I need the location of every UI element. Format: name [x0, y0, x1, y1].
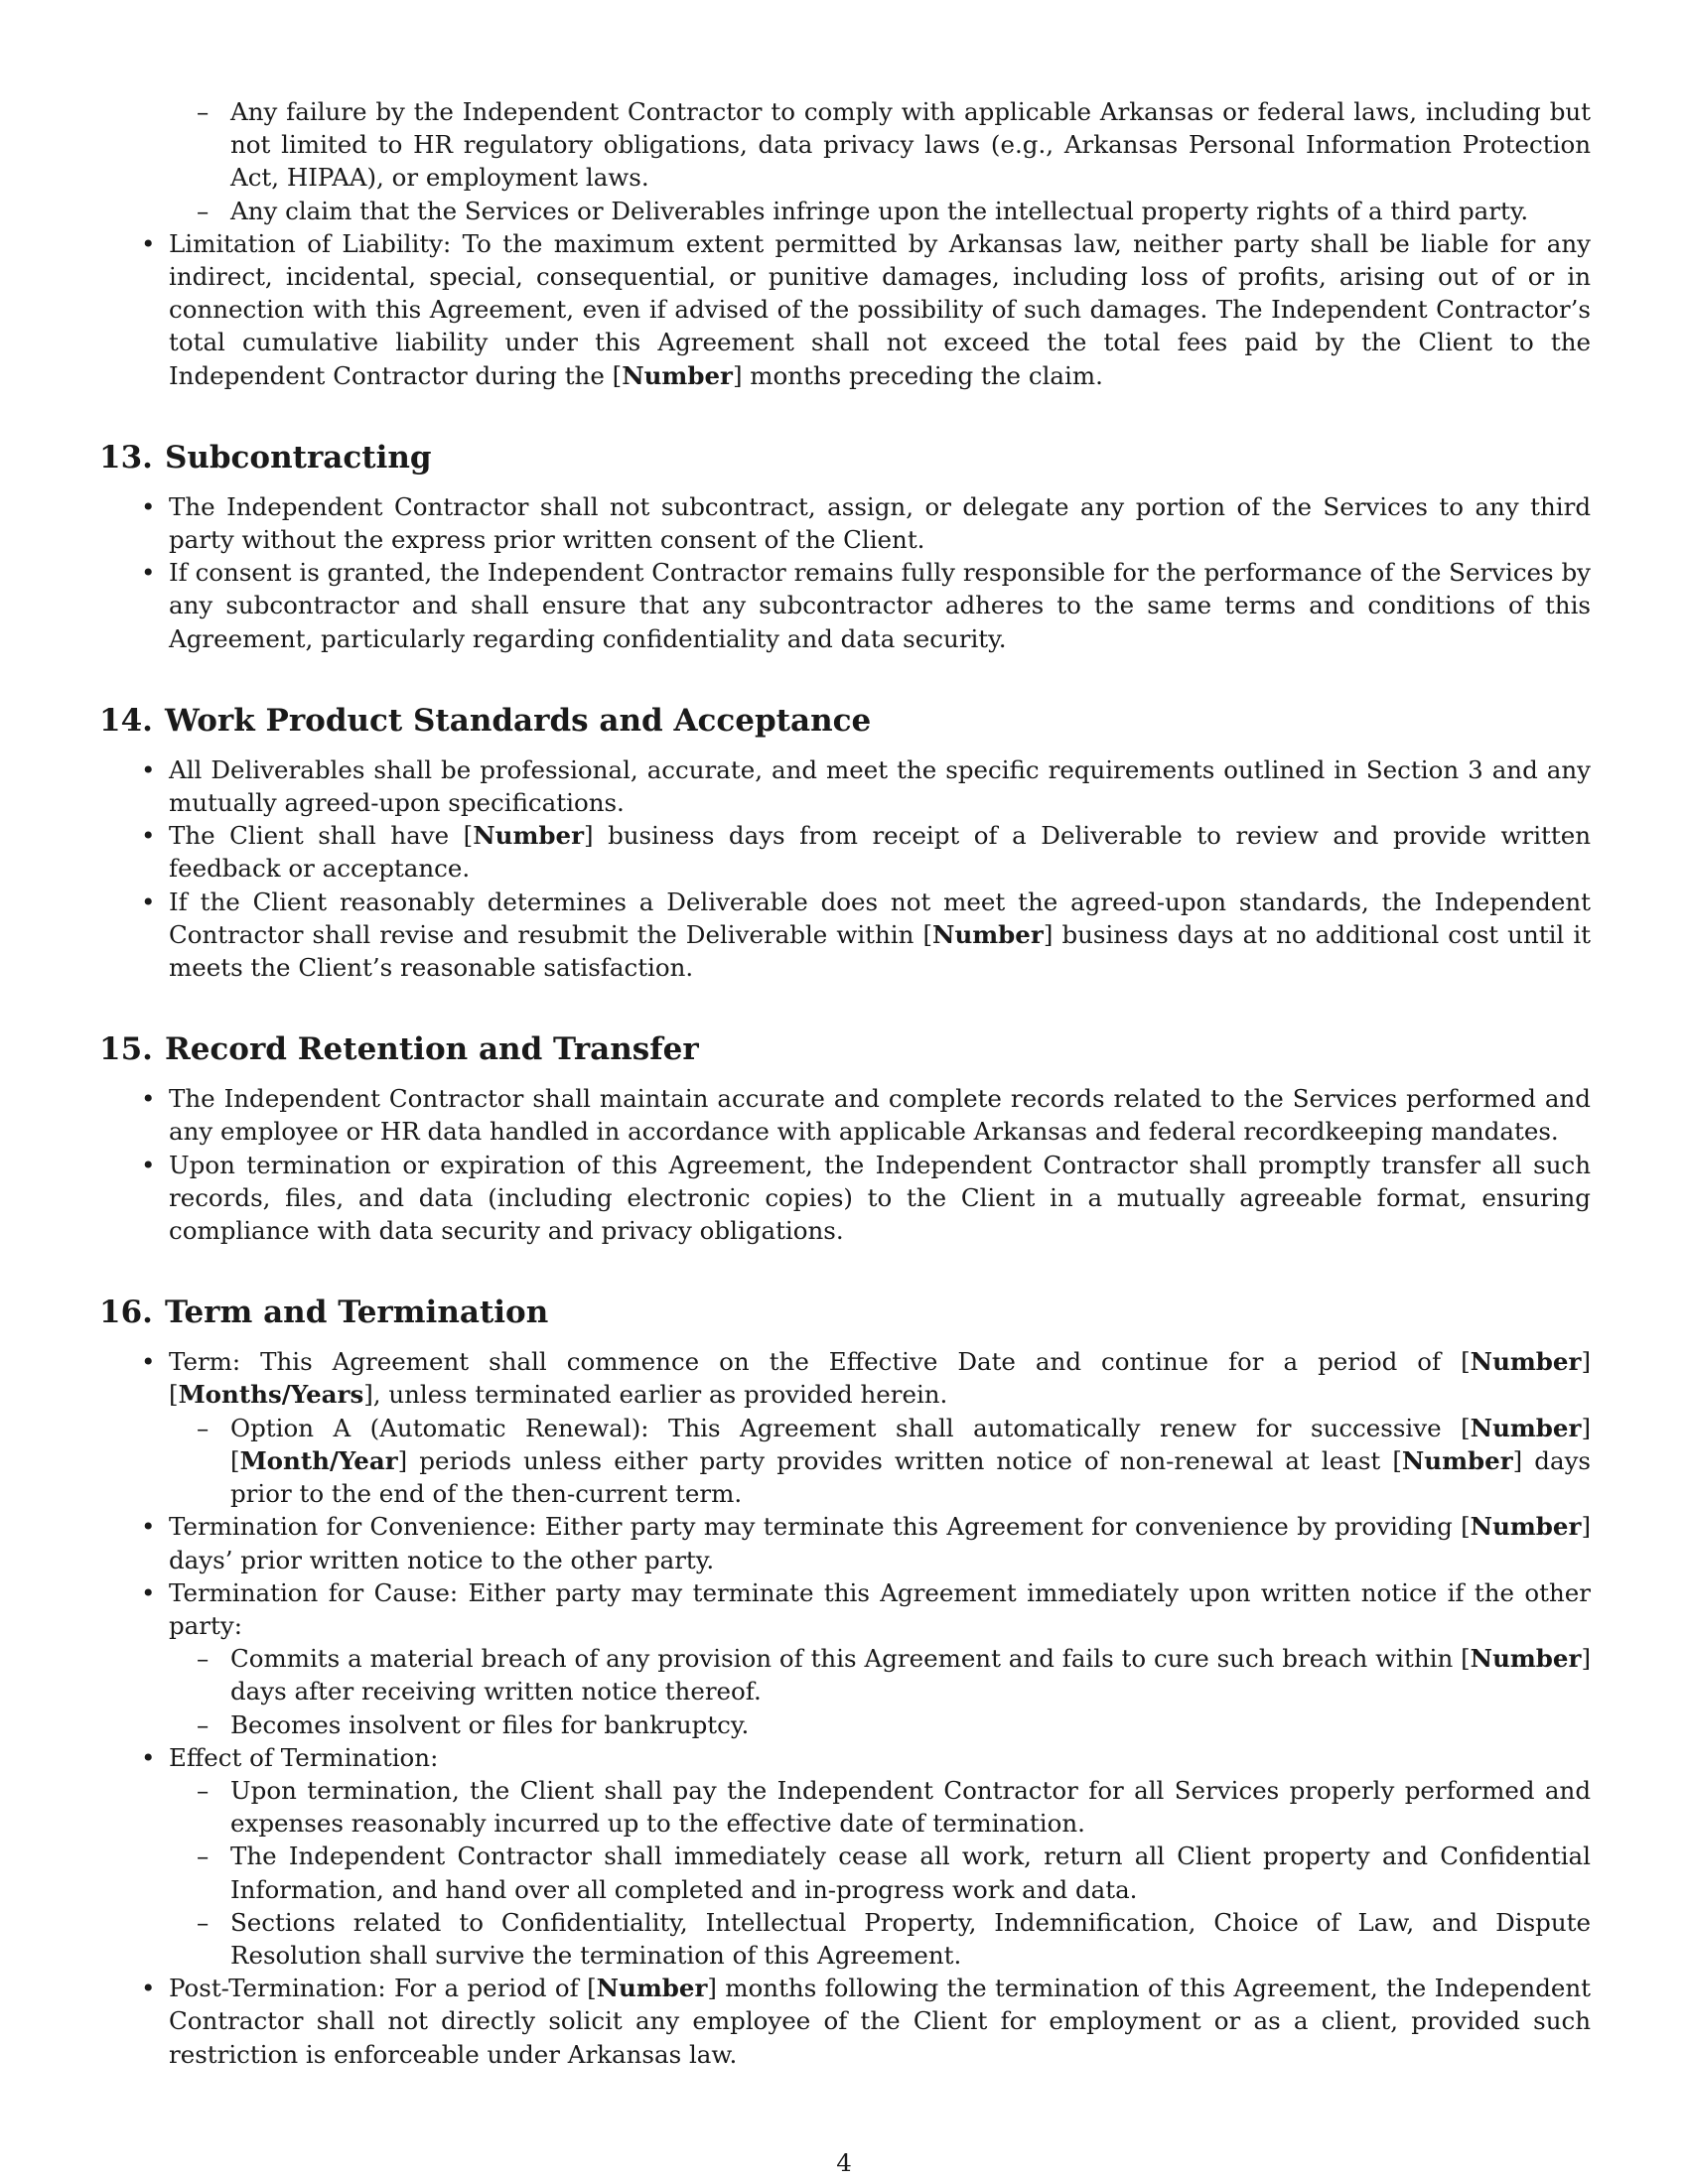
limitation-list [99, 227, 1591, 392]
placeholder: Number [1470, 1512, 1582, 1542]
list-item: – Sections related to Confidentiality, Intellectual Property, Indemnification, Choice of Law, and Dispute Resolution shall survive the termination of this Agreement. [169, 1906, 1591, 1972]
list-item: – The Independent Contractor shall immediately cease all work, return all Client property and Confidential Information, and hand over all completed and in-progress work and data. [169, 1840, 1591, 1905]
list-item: • The Independent Contractor shall not subcontract, assign, or delegate any portion of the Services to any third party without the express prior written consent of the Client. [99, 490, 1591, 556]
placeholder: Number [932, 919, 1044, 949]
section-heading-14: 14. Work Product Standards and Acceptance [99, 702, 872, 739]
limitation-of-liability: • Limitation of Liability: To the maximum extent permitted by Arkansas law, neither party shall be liable for any indirect, incidental, special, consequential, or punitive damages, including loss of profits, arising out of or in connection with this Agreement, even if advised of the possibility of such damages. The Independent Contractor’s total cumulative liability under this Agreement shall not exceed the total fees paid by the Client to the Independent Contractor during the [Number] months preceding the claim. [99, 227, 1591, 392]
page-number: 4 [836, 2148, 852, 2177]
list-item: • Termination for Convenience: Either party may terminate this Agreement for convenience by providing [Number] days’ prior written notice to the other party. [99, 1510, 1591, 1575]
list-item: – Upon termination, the Client shall pay the Independent Contractor for all Services properly performed and expenses reasonably incurred up to the effective date of termination. [169, 1774, 1591, 1840]
list-item: • Term: This Agreement shall commence on the Effective Date and continue for a period of [Number] [Months/Years], unless terminated earlier as provided herein. – Option A (Automatic Renewal): This Agreement shall automatically renew for successive [Number] [Month/Year] periods unless either party provides written notice of non-renewal at least [Number] days prior to the end of the then-current term. [99, 1345, 1591, 1510]
placeholder: Month/Year [239, 1445, 398, 1475]
list-item: – Any claim that the Services or Deliverables infringe upon the intellectual property rights of a third party. [169, 195, 1591, 227]
list-item: – Commits a material breach of any provision of this Agreement and fails to cure such breach within [Number] days after receiving written notice thereof. [169, 1642, 1591, 1707]
effect-sublist [169, 1774, 1591, 1972]
placeholder: Number [1470, 1644, 1582, 1674]
list-item: • The Client shall have [Number] business days from receipt of a Deliverable to review and provide written feedback or acceptance. [99, 819, 1591, 885]
placeholder: Number [1470, 1347, 1582, 1377]
placeholder: Number [1401, 1445, 1513, 1475]
list-item: • Termination for Cause: Either party may terminate this Agreement immediately upon written notice if the other party: – Commits a material breach of any provision of this Agreement and fails to cure such breach within [Number] days after receiving written notice thereof. – Becomes insolvent or files for bankruptcy. [99, 1576, 1591, 1741]
list-item: • If consent is granted, the Independent Contractor remains fully responsible for the performance of the Services by any subcontractor and shall ensure that any subcontractor adheres to the same terms and conditions of this Agreement, particularly regarding confidentiality and data security. [99, 556, 1591, 655]
placeholder: Number [622, 360, 733, 390]
list-item: • If the Client reasonably determines a Deliverable does not meet the agreed-upon standards, the Independent Contractor shall revise and resubmit the Deliverable within [Number] business days at no additional cost until it meets the Client’s reasonable satisfaction. [99, 886, 1591, 985]
section-14-list [99, 753, 1591, 984]
section-heading-16: 16. Term and Termination [99, 1295, 549, 1331]
section-15-list [99, 1082, 1591, 1247]
placeholder: Number [473, 821, 584, 851]
list-item: – Any failure by the Independent Contractor to comply with applicable Arkansas or federal laws, including but not limited to HR regulatory obligations, data privacy laws (e.g., Arkansas Personal Information Protection Act, HIPAA), or employment laws. [169, 95, 1591, 195]
list-item: • All Deliverables shall be professional, accurate, and meet the specific requirements outlined in Section 3 and any mutually agreed-upon specifications. [99, 753, 1591, 819]
section-16-list [99, 1345, 1591, 2070]
cause-sublist [169, 1642, 1591, 1741]
document-page [99, 95, 1591, 2071]
list-item: • Upon termination or expiration of this Agreement, the Independent Contractor shall promptly transfer all such records, files, and data (including electronic copies) to the Client in a mutually agreeable format, ensuring compliance with data security and privacy obligations. [99, 1149, 1591, 1248]
list-item: • Post-Termination: For a period of [Number] months following the termination of this Agreement, the Independent Contractor shall not directly solicit any employee of the Client for employment or as a client, provided such restriction is enforceable under Arkansas law. [99, 1972, 1591, 2071]
section-heading-15: 15. Record Retention and Transfer [99, 1031, 699, 1068]
placeholder: Number [1470, 1413, 1582, 1442]
term-sublist [169, 1412, 1591, 1511]
list-item: – Option A (Automatic Renewal): This Agreement shall automatically renew for successive [Number] [Month/Year] periods unless either party provides written notice of non-renewal at least [Number] days prior to the end of the then-current term. [169, 1412, 1591, 1511]
list-item: • Effect of Termination: – Upon termination, the Client shall pay the Independent Contractor for all Services properly performed and expenses reasonably incurred up to the effective date of termination. – The Independent Contractor shall immediately cease all work, return all Client property and Confidential Information, and hand over all completed and in-progress work and data. – Sections related to Confidentiality, Intellectual Property, Indemnification, Choice of Law, and Dispute Resolution shall survive the termination of this Agreement. [99, 1741, 1591, 1972]
placeholder: Months/Years [178, 1380, 364, 1410]
placeholder: Number [596, 1974, 708, 2003]
continued-sublist [169, 95, 1591, 227]
list-item: • The Independent Contractor shall maintain accurate and complete records related to the Services performed and any employee or HR data handled in accordance with applicable Arkansas and federal recordkeeping mandates. [99, 1082, 1591, 1148]
section-13-list [99, 490, 1591, 655]
section-heading-13: 13. Subcontracting [99, 439, 432, 476]
list-item: – Becomes insolvent or files for bankruptcy. [169, 1708, 1591, 1741]
